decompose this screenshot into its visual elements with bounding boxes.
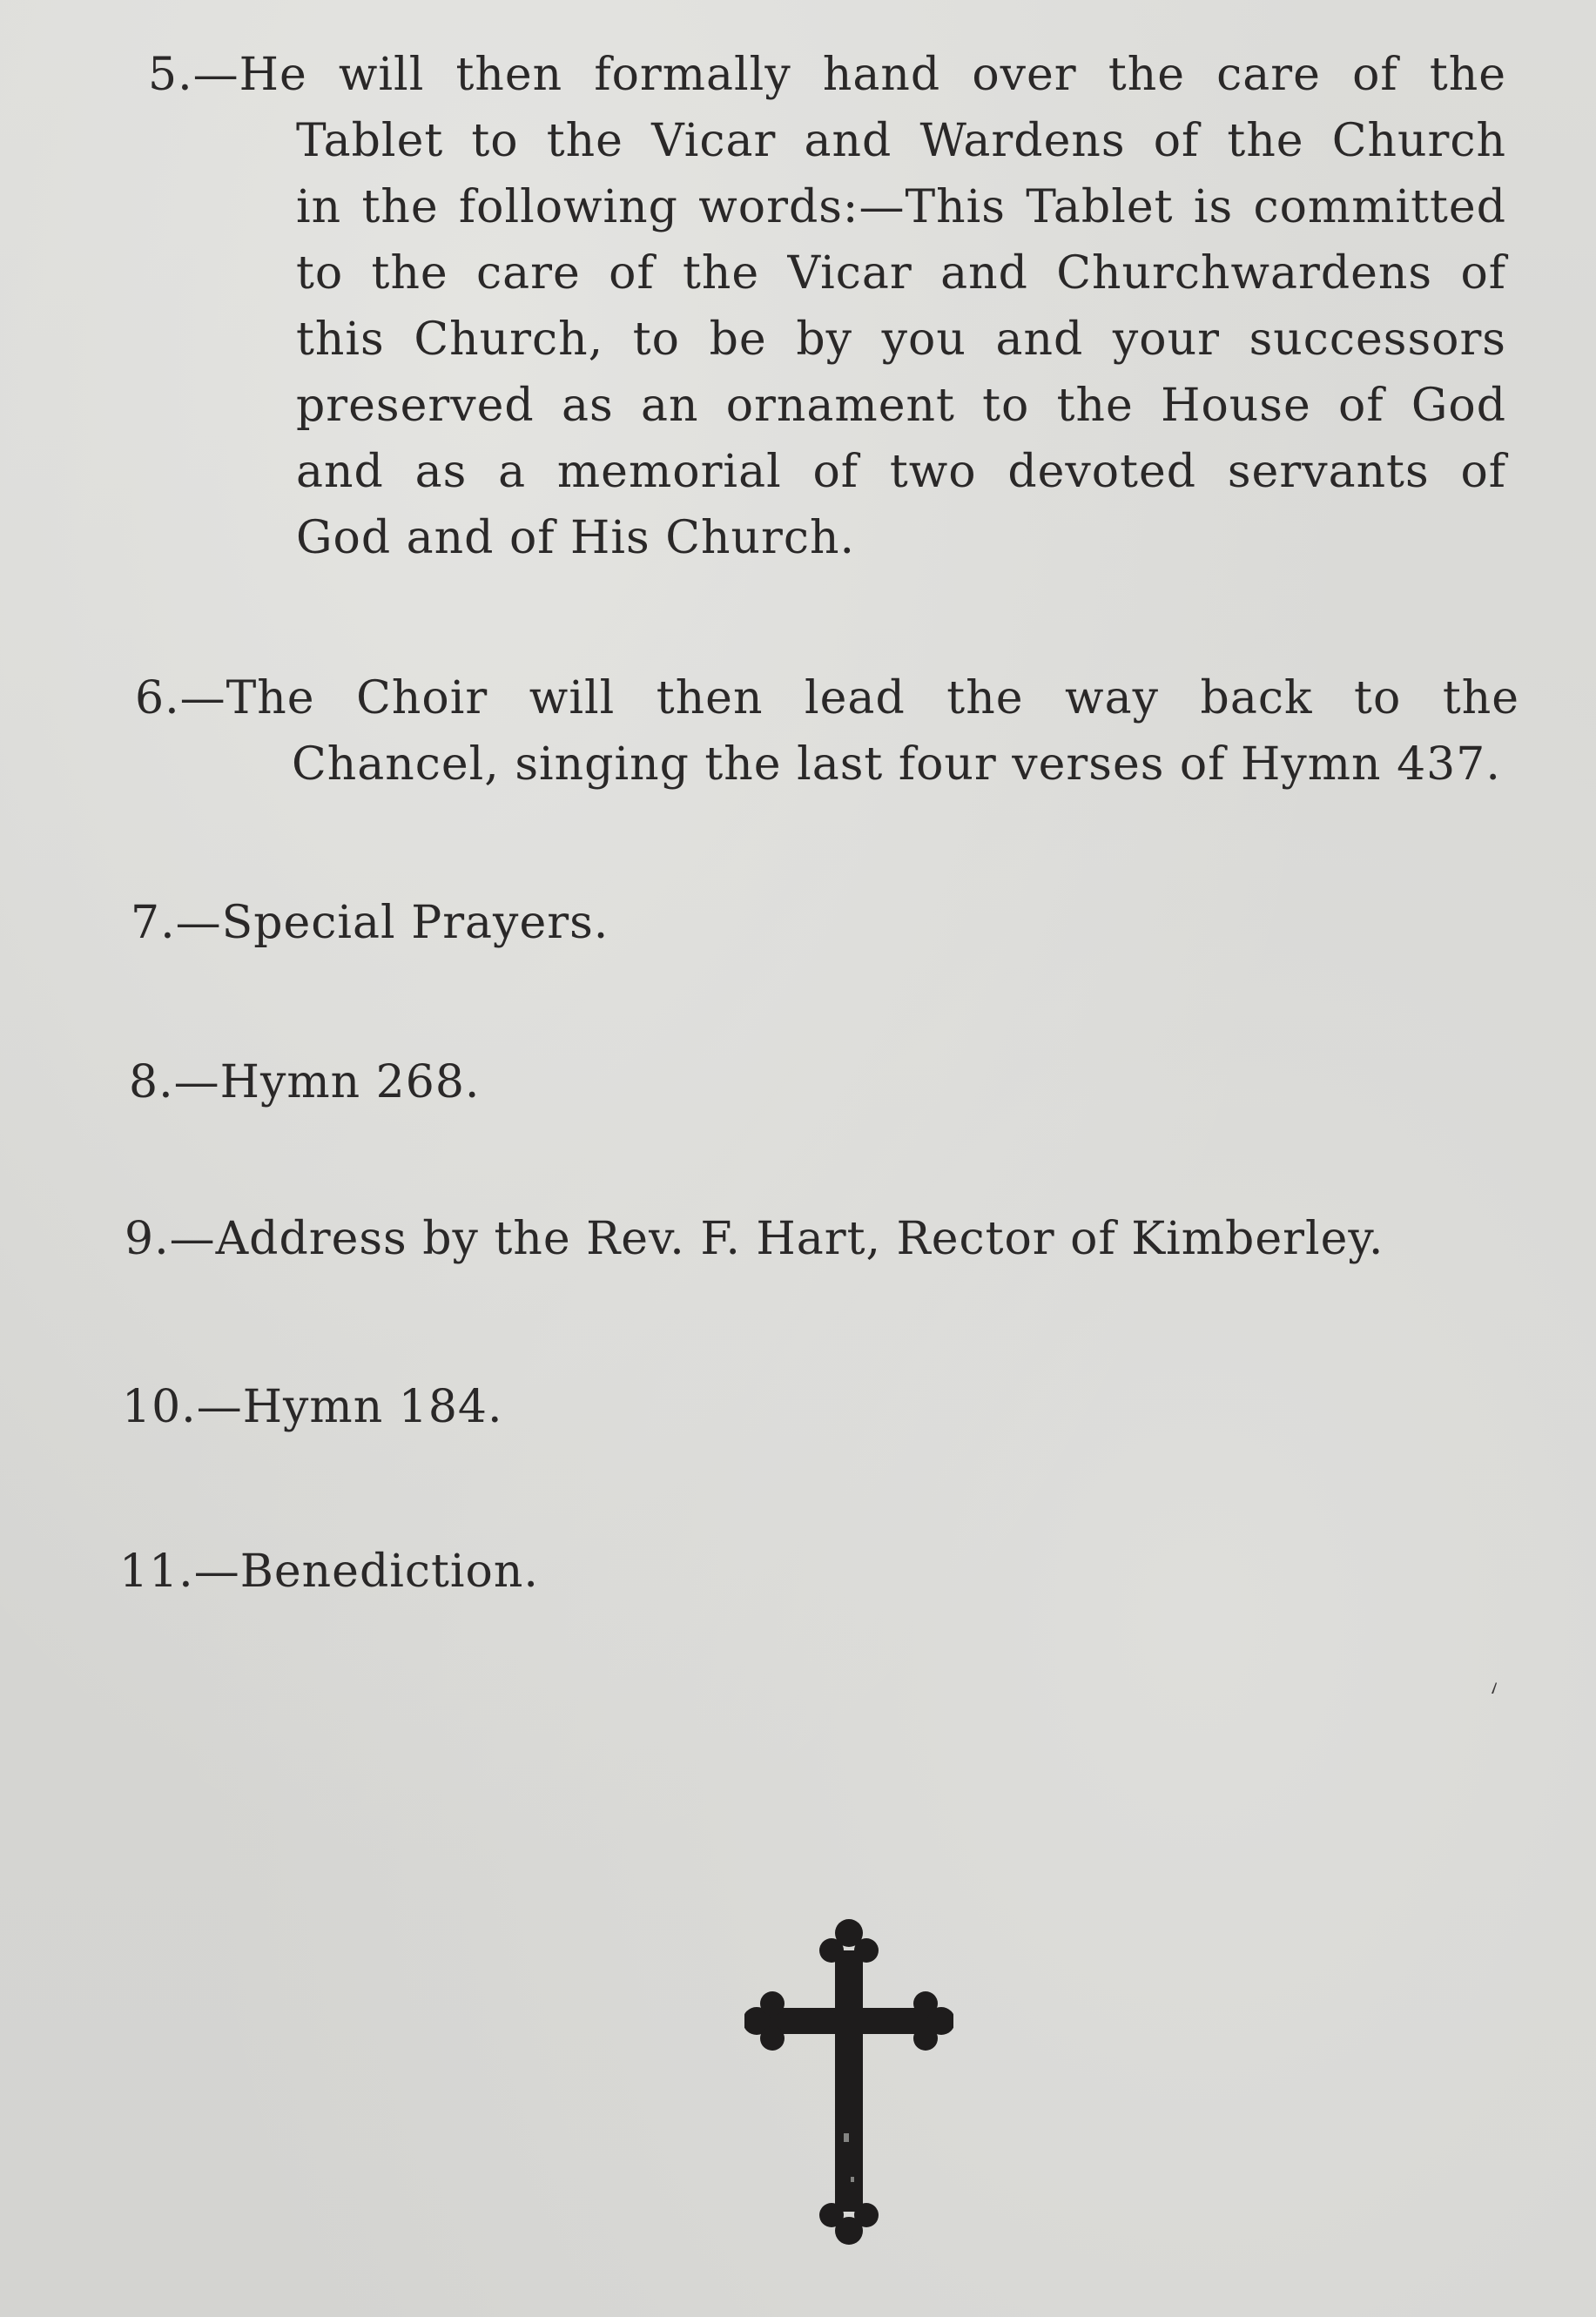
- order-item-7: 7.—Special Prayers.: [131, 897, 609, 949]
- item-6-line-1: 6.—The Choir will then lead the way back to the: [135, 672, 1519, 724]
- order-item-9: 9.—Address by the Rev. F. Hart, Rector of Kimberley.: [125, 1213, 1384, 1265]
- order-item-8: 8.—Hymn 268.: [129, 1056, 481, 1108]
- order-item-5: [148, 42, 1506, 571]
- order-item-6: [135, 665, 1519, 798]
- item-5-line-3: in the following words:—This Tablet is committed: [296, 181, 1506, 233]
- ink-speck: [1491, 1682, 1498, 1694]
- item-5-line-1: 5.—He will then formally hand over the care of the: [148, 49, 1506, 101]
- item-5-line-8: God and of His Church.: [296, 512, 856, 564]
- item-5-line-2: Tablet to the Vicar and Wardens of the Church: [296, 115, 1506, 167]
- cross-botonnee-icon: [744, 1916, 953, 2246]
- order-item-11: 11.—Benediction.: [119, 1546, 539, 1598]
- order-item-10: 10.—Hymn 184.: [122, 1381, 503, 1433]
- item-6-line-2: Chancel, singing the last four verses of Hymn 437.: [292, 738, 1501, 791]
- item-5-line-6: preserved as an ornament to the House of God: [296, 380, 1506, 432]
- item-5-line-4: to the care of the Vicar and Churchwardens of: [296, 247, 1506, 300]
- item-5-line-5: this Church, to be by you and your successors: [296, 313, 1506, 366]
- item-5-line-7: and as a memorial of two devoted servants of: [296, 446, 1506, 498]
